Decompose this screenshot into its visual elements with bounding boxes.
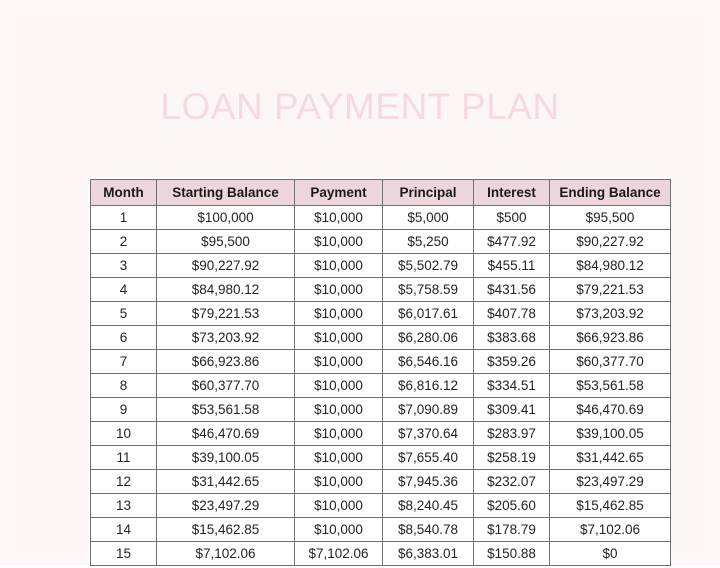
cell-principal: $8,540.78 [383, 518, 474, 542]
table-row [91, 422, 671, 446]
loan-schedule-table-container [88, 177, 668, 568]
cell-principal: $7,090.89 [383, 398, 474, 422]
cell-payment: $10,000 [295, 230, 383, 254]
cell-payment: $10,000 [295, 302, 383, 326]
cell-payment: $10,000 [295, 374, 383, 398]
cell-interest: $205.60 [474, 494, 550, 518]
cell-starting-balance: $79,221.53 [157, 302, 295, 326]
column-header-principal: Principal [383, 180, 474, 206]
cell-starting-balance: $23,497.29 [157, 494, 295, 518]
loan-schedule-table [90, 179, 671, 566]
cell-interest: $407.78 [474, 302, 550, 326]
table-row [91, 446, 671, 470]
cell-principal: $7,945.36 [383, 470, 474, 494]
cell-principal: $8,240.45 [383, 494, 474, 518]
cell-month: 10 [91, 422, 157, 446]
cell-principal: $6,816.12 [383, 374, 474, 398]
cell-payment: $10,000 [295, 518, 383, 542]
table-row [91, 398, 671, 422]
cell-interest: $309.41 [474, 398, 550, 422]
cell-month: 14 [91, 518, 157, 542]
cell-interest: $178.79 [474, 518, 550, 542]
cell-payment: $10,000 [295, 422, 383, 446]
cell-ending-balance: $60,377.70 [550, 350, 671, 374]
table-row [91, 326, 671, 350]
cell-ending-balance: $53,561.58 [550, 374, 671, 398]
table-row [91, 470, 671, 494]
cell-starting-balance: $66,923.86 [157, 350, 295, 374]
cell-ending-balance: $0 [550, 542, 671, 566]
cell-principal: $6,383.01 [383, 542, 474, 566]
cell-principal: $5,000 [383, 206, 474, 230]
column-header-payment: Payment [295, 180, 383, 206]
cell-month: 8 [91, 374, 157, 398]
cell-month: 13 [91, 494, 157, 518]
cell-principal: $7,370.64 [383, 422, 474, 446]
cell-ending-balance: $31,442.65 [550, 446, 671, 470]
cell-month: 11 [91, 446, 157, 470]
table-body [91, 206, 671, 566]
table-row [91, 230, 671, 254]
page-title: LOAN PAYMENT PLAN [160, 86, 560, 127]
cell-payment: $10,000 [295, 446, 383, 470]
cell-starting-balance: $84,980.12 [157, 278, 295, 302]
cell-payment: $10,000 [295, 398, 383, 422]
cell-ending-balance: $23,497.29 [550, 470, 671, 494]
cell-interest: $258.19 [474, 446, 550, 470]
cell-starting-balance: $95,500 [157, 230, 295, 254]
column-header-interest: Interest [474, 180, 550, 206]
cell-starting-balance: $73,203.92 [157, 326, 295, 350]
cell-payment: $10,000 [295, 278, 383, 302]
table-header [91, 180, 671, 206]
cell-month: 12 [91, 470, 157, 494]
table-header-row [91, 180, 671, 206]
table-row [91, 302, 671, 326]
table-row [91, 542, 671, 566]
table-row [91, 518, 671, 542]
cell-starting-balance: $7,102.06 [157, 542, 295, 566]
cell-interest: $431.56 [474, 278, 550, 302]
cell-starting-balance: $90,227.92 [157, 254, 295, 278]
cell-payment: $10,000 [295, 470, 383, 494]
cell-payment: $10,000 [295, 326, 383, 350]
cell-month: 1 [91, 206, 157, 230]
column-header-ending-balance: Ending Balance [550, 180, 671, 206]
cell-interest: $500 [474, 206, 550, 230]
cell-ending-balance: $15,462.85 [550, 494, 671, 518]
column-header-month: Month [91, 180, 157, 206]
cell-principal: $5,502.79 [383, 254, 474, 278]
table-row [91, 374, 671, 398]
cell-ending-balance: $39,100.05 [550, 422, 671, 446]
cell-ending-balance: $95,500 [550, 206, 671, 230]
cell-principal: $7,655.40 [383, 446, 474, 470]
cell-ending-balance: $46,470.69 [550, 398, 671, 422]
cell-ending-balance: $79,221.53 [550, 278, 671, 302]
cell-starting-balance: $15,462.85 [157, 518, 295, 542]
column-header-starting-balance: Starting Balance [157, 180, 295, 206]
cell-payment: $10,000 [295, 350, 383, 374]
cell-month: 15 [91, 542, 157, 566]
cell-month: 5 [91, 302, 157, 326]
cell-month: 2 [91, 230, 157, 254]
cell-interest: $477.92 [474, 230, 550, 254]
table-row [91, 350, 671, 374]
cell-starting-balance: $39,100.05 [157, 446, 295, 470]
cell-starting-balance: $53,561.58 [157, 398, 295, 422]
cell-interest: $334.51 [474, 374, 550, 398]
cell-starting-balance: $31,442.65 [157, 470, 295, 494]
cell-ending-balance: $84,980.12 [550, 254, 671, 278]
cell-interest: $359.26 [474, 350, 550, 374]
table-row [91, 206, 671, 230]
cell-month: 9 [91, 398, 157, 422]
cell-principal: $5,250 [383, 230, 474, 254]
cell-ending-balance: $7,102.06 [550, 518, 671, 542]
cell-principal: $5,758.59 [383, 278, 474, 302]
cell-ending-balance: $90,227.92 [550, 230, 671, 254]
cell-interest: $232.07 [474, 470, 550, 494]
cell-payment: $10,000 [295, 206, 383, 230]
cell-interest: $455.11 [474, 254, 550, 278]
cell-interest: $383.68 [474, 326, 550, 350]
cell-month: 7 [91, 350, 157, 374]
cell-ending-balance: $66,923.86 [550, 326, 671, 350]
cell-interest: $150.88 [474, 542, 550, 566]
document-canvas [18, 14, 702, 561]
table-row [91, 494, 671, 518]
cell-starting-balance: $46,470.69 [157, 422, 295, 446]
cell-payment: $7,102.06 [295, 542, 383, 566]
cell-ending-balance: $73,203.92 [550, 302, 671, 326]
cell-payment: $10,000 [295, 254, 383, 278]
cell-starting-balance: $60,377.70 [157, 374, 295, 398]
table-row [91, 278, 671, 302]
cell-principal: $6,546.16 [383, 350, 474, 374]
cell-interest: $283.97 [474, 422, 550, 446]
cell-payment: $10,000 [295, 494, 383, 518]
cell-principal: $6,280.06 [383, 326, 474, 350]
cell-principal: $6,017.61 [383, 302, 474, 326]
table-row [91, 254, 671, 278]
cell-month: 3 [91, 254, 157, 278]
cell-starting-balance: $100,000 [157, 206, 295, 230]
cell-month: 6 [91, 326, 157, 350]
cell-month: 4 [91, 278, 157, 302]
